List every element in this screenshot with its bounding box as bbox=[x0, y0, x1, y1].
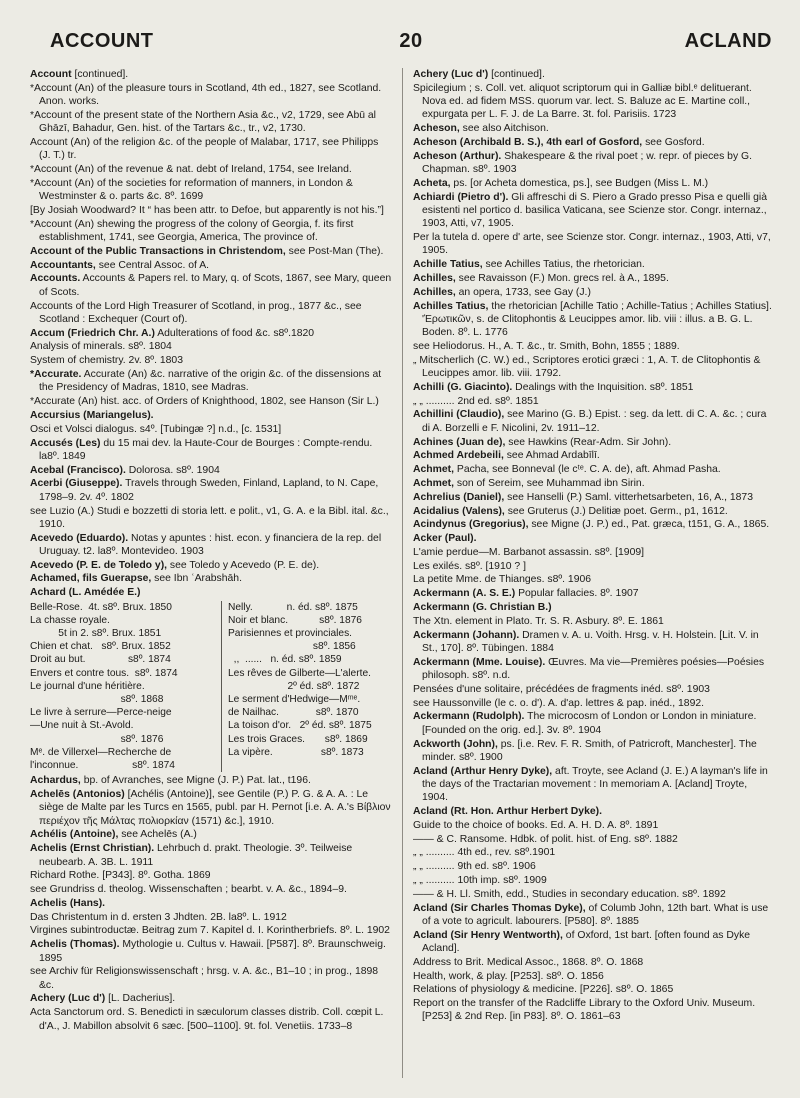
catalogue-entry bbox=[413, 300, 775, 340]
entry-heading: Achmet, bbox=[413, 477, 454, 489]
catalogue-entry bbox=[30, 788, 392, 828]
entry-text: Pensées d'une solitaire, précédées de fragments inéd. s8º. 1903 bbox=[413, 683, 710, 695]
entry-text: see Toledo y Acevedo (P. E. de). bbox=[167, 559, 320, 571]
work-line: Parisiennes et provinciales. bbox=[228, 627, 353, 639]
entry-text: see Gosford. bbox=[642, 136, 705, 148]
catalogue-entry bbox=[413, 860, 775, 873]
entry-heading: Acker (Paul). bbox=[413, 533, 477, 545]
entry-text: L'amie perdue—M. Barbanot assassin. s8º. [1909] bbox=[413, 546, 645, 558]
catalogue-entry bbox=[30, 272, 392, 299]
left-column-entries-a bbox=[30, 68, 392, 600]
entry-text: Guide to the choice of books. Ed. A. H. D. A. 8º. 1891 bbox=[413, 819, 659, 831]
catalogue-entry bbox=[30, 869, 392, 882]
entry-text: Gli affreschi di S. Piero a Grado presso Pisa e quelli già esistenti nel portico d. basilica Vaticana, see Scienze stor. Congr. internaz., 1903, Atti, v7, 1905. bbox=[422, 191, 767, 230]
catalogue-entry bbox=[413, 191, 775, 231]
entry-text: Report on the transfer of the Radcliffe Library to the Oxford Univ. Museum. [P253] & 2nd Rep. [in P83]. 8º. O. 1861–63 bbox=[413, 998, 756, 1023]
entry-text: Accounts of the Lord High Treasurer of Scotland, in prog., 1877 &c., see Scotland : Exchequer (Court of). bbox=[30, 300, 362, 325]
catalogue-entry bbox=[413, 82, 775, 122]
entry-heading: Acland (Rt. Hon. Arthur Herbert Dyke). bbox=[413, 806, 602, 818]
work-line: La chasse royale. bbox=[30, 614, 110, 626]
entry-text: see Grundriss d. theolog. Wissenschaften ; bearbt. v. A. &c., 1894–9. bbox=[30, 884, 347, 896]
work-line: Chien et chat. s8º. Brux. 1852 bbox=[30, 641, 171, 653]
entry-text: aft. Troyte, see Acland (J. E.) A layman's life in the days of the Tractarian movement : In memoriam A. [Acland] Troyte, 1904. bbox=[422, 765, 768, 804]
entry-text: Analysis of minerals. s8º. 1804 bbox=[30, 341, 172, 353]
entry-text: *Accurate (An) hist. acc. of Orders of Knighthood, 1802, see Hanson (Sir L.) bbox=[30, 396, 379, 408]
entry-heading: Acevedo (P. E. de Toledo y), bbox=[30, 559, 168, 571]
catalogue-entry bbox=[30, 1006, 392, 1033]
entry-text: „ „ .......... 9th ed. s8º. 1906 bbox=[413, 861, 536, 873]
catalogue-entry bbox=[413, 888, 775, 901]
entry-text: „ Mitscherlich (C. W.) ed., Scriptores erotici græci : 1, A. T. de Clitophontis & Leucippes amor. lib. viii. 1792. bbox=[413, 354, 761, 380]
entry-text: The Xtn. element in Plato. Tr. S. R. Asbury. 8º. E. 1861 bbox=[413, 615, 664, 627]
entry-text: see Gruterus (J.) Delitiæ poet. Germ., p1, 1612. bbox=[504, 505, 728, 517]
catalogue-entry bbox=[30, 68, 392, 81]
entry-text: see Ravaisson (F.) Mon. grecs rel. à A., 1895. bbox=[455, 272, 669, 284]
entry-text: *Account of the present state of the Northern Asia &c., v2, 1729, see Abū al Ghāzī, Bahadur, Gen. hist. of the Tartars &c., tr., v2, 1730. bbox=[30, 109, 376, 135]
column-divider bbox=[402, 68, 403, 1078]
entry-text: see Archiv für Religionswissenschaft ; hrsg. v. A. &c., B1–10 ; in prog., 1898 &c. bbox=[30, 966, 379, 991]
entry-text: [continued]. bbox=[488, 69, 545, 80]
entry-text: see Migne (J. P.) ed., Pat. græca, t151, G. A., 1865. bbox=[528, 519, 770, 531]
catalogue-entry bbox=[413, 601, 775, 614]
entry-text: ps. [or Acheta domestica, ps.], see Budgen (Miss L. M.) bbox=[450, 177, 709, 189]
catalogue-entry bbox=[413, 532, 775, 545]
entry-heading: Ackermann (G. Christian B.) bbox=[413, 602, 552, 614]
catalogue-entry bbox=[413, 436, 775, 449]
catalogue-entry bbox=[30, 300, 392, 327]
entry-heading: Ackworth (John), bbox=[413, 738, 498, 750]
entry-text: ps. [i.e. Rev. F. R. Smith, of Patricroft, Manchester]. The minder. s8º. 1900 bbox=[422, 738, 757, 763]
entry-heading: Acheta, bbox=[413, 177, 451, 189]
work-line: La vipère. s8º. 1873 bbox=[228, 746, 364, 758]
entry-text: „ „ .......... 2nd ed. s8º. 1851 bbox=[413, 395, 539, 407]
entry-text: Adulterations of food &c. s8º.1820 bbox=[154, 327, 315, 339]
entry-text: Account (An) of the religion &c. of the people of Malabar, 1717, see Philipps (J. T.) tr. bbox=[30, 136, 379, 162]
entry-heading: Achelis (Ernst Christian). bbox=[30, 843, 155, 855]
entry-text: Accurate (An) &c. narrative of the origin &c. of the dissensions at the Presidency of Madras, 1810, see Madras. bbox=[39, 369, 382, 394]
catalogue-entry bbox=[413, 710, 775, 737]
work-line: Mᵉ. de Villerxel—Recherche de bbox=[30, 746, 172, 758]
catalogue-entry bbox=[413, 956, 775, 969]
work-line: de Nailhac. s8º. 1870 bbox=[228, 707, 359, 719]
catalogue-entry bbox=[413, 765, 775, 805]
catalogue-entry bbox=[413, 272, 775, 285]
entry-text: Pacha, see Bonneval (le cᵗᵉ. C. A. de), aft. Ahmad Pasha. bbox=[454, 464, 721, 476]
catalogue-entry bbox=[30, 828, 392, 841]
entry-heading: Account bbox=[30, 69, 72, 80]
catalogue-entry bbox=[413, 150, 775, 177]
entry-text: of Oxford, 1st bart. [often found as Dyke Acland]. bbox=[422, 929, 751, 954]
catalogue-entry bbox=[413, 629, 775, 656]
catalogue-entry bbox=[30, 897, 392, 910]
catalogue-entry bbox=[30, 259, 392, 272]
entry-text: „ „ .......... 4th ed., rev. s8º.1901 bbox=[413, 847, 556, 859]
catalogue-entry bbox=[30, 774, 392, 787]
entry-heading: Acland (Sir Henry Wentworth), bbox=[413, 929, 563, 941]
catalogue-entry bbox=[30, 218, 392, 245]
catalogue-entry bbox=[30, 163, 392, 176]
entry-text: of Columb John, 12th bart. What is use of a vote to agricult. labourers. [P580]. 8º. 1885 bbox=[422, 902, 769, 927]
entry-text: The microcosm of London or London in miniature. [Founded on the orig. ed.]. 3v. 8º. 1904 bbox=[422, 711, 757, 736]
entry-text: see Central Assoc. of A. bbox=[95, 259, 210, 271]
catalogue-entry bbox=[30, 82, 392, 109]
work-line: ,, ...... n. éd. s8º. 1859 bbox=[228, 654, 342, 666]
entry-text: see Post-Man (The). bbox=[285, 245, 384, 257]
work-line: Les trois Graces. s8º. 1869 bbox=[228, 733, 368, 745]
entry-heading: Account of the Public Transactions in Christendom, bbox=[30, 245, 286, 257]
entry-text: Travels through Sweden, Finland, Lapland, to N. Cape, 1798–9. 2v. 4º. 1802 bbox=[39, 478, 379, 503]
catalogue-entry bbox=[413, 449, 775, 462]
entry-text: see Marino (G. B.) Epist. : seg. da lett. di C. A. &c. ; cura di A. Borzelli e F. Nicolini, 2v. 1911–12. bbox=[422, 409, 767, 434]
catalogue-entry bbox=[413, 573, 775, 586]
work-line: 2º éd. s8º. 1872 bbox=[228, 680, 360, 692]
entry-text: the rhetorician [Achille Tatio ; Achille-Tatius ; Achilles Statius]. 'Ἐρωτικῶν, s. de Clitophontis & Leucippes amor. lib. viii : illus. a B. G. L. Boden. 8º. L. 1776 bbox=[422, 300, 772, 339]
catalogue-entry bbox=[413, 122, 775, 135]
entry-heading: Accursius (Mariangelus). bbox=[30, 409, 154, 421]
entry-text: [By Josiah Woodward? It “ has been attr. to Defoe, but apparently is not his.”] bbox=[30, 204, 384, 216]
catalogue-entry bbox=[30, 586, 392, 599]
entry-text: see Ibn ʿArabshāh. bbox=[151, 573, 242, 585]
entry-text: du 15 mai dev. la Haute-Cour de Bourges : Compte-rendu. la8º. 1849 bbox=[39, 437, 373, 462]
catalogue-entry bbox=[30, 477, 392, 504]
entry-text: System of chemistry. 2v. 8º. 1803 bbox=[30, 355, 183, 367]
entry-text: Address to Brit. Medical Assoc., 1868. 8º. O. 1868 bbox=[413, 956, 644, 968]
entry-text: Popular fallacies. 8º. 1907 bbox=[515, 588, 639, 600]
entry-text: *Account (An) of the societies for reformation of manners, in London & Westminster & o. parts &c. 8º. 1699 bbox=[30, 177, 353, 203]
catalogue-entry bbox=[413, 697, 775, 710]
catalogue-entry bbox=[30, 965, 392, 992]
page-number: 20 bbox=[399, 30, 423, 52]
entry-text: see Luzio (A.) Studi e bozzetti di storia lett. e polit., v1, G. A. e la Bibl. ital. &c., 1910. bbox=[30, 505, 389, 530]
catalogue-entry bbox=[413, 381, 775, 394]
entry-text: Relations of physiology & medicine. [P226]. s8º. O. 1865 bbox=[413, 984, 674, 996]
entry-text: see Hanselli (P.) Saml. vitterhetsarbeten, 16, A., 1873 bbox=[504, 491, 753, 503]
work-line: Droit au but. s8º. 1874 bbox=[30, 654, 171, 666]
right-column bbox=[413, 68, 775, 1078]
entry-text: see Hawkins (Rear-Adm. Sir John). bbox=[505, 436, 672, 448]
entry-text: Lehrbuch d. prakt. Theologie. 3º. Teilweise neubearb. A. 3B. L. 1911 bbox=[39, 843, 353, 868]
entry-heading: *Accurate. bbox=[30, 369, 82, 381]
catalogue-entry bbox=[413, 477, 775, 490]
catalogue-entry bbox=[413, 874, 775, 887]
entry-text: see Achilles Tatius, the rhetorician. bbox=[482, 259, 645, 271]
entry-heading: Acland (Arthur Henry Dyke), bbox=[413, 765, 553, 777]
catalogue-entry bbox=[413, 136, 775, 149]
left-column bbox=[30, 68, 392, 1078]
entry-text: [continued]. bbox=[71, 69, 129, 80]
catalogue-entry bbox=[413, 560, 775, 573]
catalogue-entry bbox=[30, 395, 392, 408]
entry-heading: Acland (Sir Charles Thomas Dyke), bbox=[413, 902, 586, 914]
entry-text: Les exilés. s8º. [1910 ? ] bbox=[413, 560, 526, 572]
entry-text: see Ahmad Ardabīlī. bbox=[503, 450, 600, 462]
catalogue-entry bbox=[413, 805, 775, 818]
catalogue-entry bbox=[413, 408, 775, 435]
entry-heading: Achilles, bbox=[413, 286, 456, 298]
achard-works-table bbox=[30, 601, 392, 773]
entry-text: bp. of Avranches, see Migne (J. P.) Pat. lat., t196. bbox=[80, 775, 311, 787]
entry-heading: Accum (Friedrich Chr. A.) bbox=[30, 327, 155, 339]
entry-text: [L. Dacherius]. bbox=[105, 993, 176, 1005]
catalogue-entry bbox=[30, 136, 392, 163]
catalogue-entry bbox=[30, 559, 392, 572]
entry-heading: Achiardi (Pietro d'). bbox=[413, 191, 509, 203]
entry-heading: Accounts. bbox=[30, 273, 81, 285]
catalogue-entry bbox=[413, 354, 775, 381]
entry-heading: Achelis (Thomas). bbox=[30, 939, 120, 951]
work-line: Envers et contre tous. s8º. 1874 bbox=[30, 667, 178, 679]
entry-heading: Achardus, bbox=[30, 775, 81, 787]
entry-heading: Acevedo (Eduardo). bbox=[30, 532, 129, 544]
entry-heading: Achille Tatius, bbox=[413, 259, 483, 271]
catalogue-entry bbox=[413, 286, 775, 299]
work-line: Noir et blanc. s8º. 1876 bbox=[228, 614, 362, 626]
catalogue-entry bbox=[30, 368, 392, 395]
catalogue-entry bbox=[413, 683, 775, 696]
catalogue-entry bbox=[413, 546, 775, 559]
catalogue-entry bbox=[413, 738, 775, 765]
catalogue-entry bbox=[30, 354, 392, 367]
catalogue-entry bbox=[30, 911, 392, 924]
entry-text: Spicilegium ; s. Coll. vet. aliquot scriptorum qui in Galliæ bibl.ᵉ delituerant. Nova ed. ad fidem MSS. quorum var. lect. S. Baluze ac E. Martine coll., expurgata per L. F. J. de La Barre. 3t. fol. Parisiis. 1723 bbox=[413, 82, 752, 121]
catalogue-entry bbox=[413, 518, 775, 531]
entry-text: *Account (An) of the revenue & nat. debt of Ireland, 1754, see Ireland. bbox=[30, 164, 352, 176]
catalogue-entry bbox=[413, 491, 775, 504]
entry-heading: Achilli (G. Giacinto). bbox=[413, 381, 513, 393]
entry-heading: Ackermann (Rudolph). bbox=[413, 711, 525, 723]
entry-text: La petite Mme. de Thianges. s8º. 1906 bbox=[413, 574, 592, 586]
catalogue-entry bbox=[30, 464, 392, 477]
catalogue-entry bbox=[413, 983, 775, 996]
catalogue-entry bbox=[413, 929, 775, 956]
entry-text: Das Christentum in d. ersten 3 Jhdten. 2B. la8º. L. 1912 bbox=[30, 911, 287, 923]
entry-heading: Ackermann (A. S. E.) bbox=[413, 588, 516, 600]
catalogue-entry bbox=[30, 572, 392, 585]
entry-text: Osci et Volsci dialogus. s4º. [Tubingæ ?] n.d., [c. 1531] bbox=[30, 423, 282, 435]
entry-heading: Achery (Luc d') bbox=[30, 993, 106, 1005]
entry-heading: Acindynus (Gregorius), bbox=[413, 519, 529, 531]
entry-heading: Acheson, bbox=[413, 123, 460, 135]
entry-heading: Achmet, bbox=[413, 464, 454, 476]
left-column-entries-b bbox=[30, 774, 392, 1033]
entry-heading: Achery (Luc d') bbox=[413, 69, 489, 80]
catalogue-entry bbox=[30, 924, 392, 937]
entry-text: Dramen v. A. u. Voith. Hrsg. v. H. Holstein. [Lit. V. in St., 170]. 8º. Tübingen. 1884 bbox=[422, 629, 759, 654]
work-line: —Une nuit à St.-Avold. bbox=[30, 720, 134, 732]
work-line: s8º. 1856 bbox=[228, 641, 356, 653]
work-line: Les rêves de Gilberte—L'alerte. bbox=[228, 667, 371, 679]
catalogue-entry bbox=[30, 883, 392, 896]
catalogue-entry bbox=[30, 532, 392, 559]
entry-text: —— & H. Ll. Smith, edd., Studies in secondary education. s8º. 1892 bbox=[413, 888, 726, 900]
catalogue-entry bbox=[30, 340, 392, 353]
catalogue-entry bbox=[413, 656, 775, 683]
entry-text: an opera, 1733, see Gay (J.) bbox=[455, 286, 591, 298]
entry-text: *Account (An) shewing the progress of the colony of Georgia, f. its first establishment, 1741, see Georgia, America, The province of. bbox=[30, 218, 354, 244]
work-line: La toison d'or. 2º éd. s8º. 1875 bbox=[228, 720, 372, 732]
catalogue-entry bbox=[413, 231, 775, 258]
entry-text: Per la tutela d. opere d' arte, see Scienze stor. Congr. internaz., 1903, Atti, v7, 1905. bbox=[413, 232, 771, 257]
entry-text: Virgines subintroductæ. Beitrag zum 7. Kapitel d. I. Korintherbriefs. 8º. L. 1902 bbox=[30, 925, 390, 937]
entry-heading: Achilles, bbox=[413, 272, 456, 284]
work-line: Nelly. n. éd. s8º. 1875 bbox=[228, 601, 358, 613]
catalogue-entry bbox=[413, 846, 775, 859]
entry-heading: Acheson (Archibald B. S.), 4th earl of Gosford, bbox=[413, 136, 643, 148]
entry-text: —— & C. Ransome. Hdbk. of polit. hist. of Eng. s8º. 1882 bbox=[413, 833, 678, 845]
catalogue-entry bbox=[30, 245, 392, 258]
catalogue-entry bbox=[413, 819, 775, 832]
achard-works-left bbox=[30, 601, 222, 773]
entry-text: Œuvres. Ma vie—Premières poésies—Poésies philosoph. s8º. n.d. bbox=[422, 656, 765, 682]
entry-heading: Ackermann (Johann). bbox=[413, 629, 520, 641]
entry-text: „ „ .......... 10th imp. s8º. 1909 bbox=[413, 875, 547, 887]
entry-text: Accounts & Papers rel. to Mary, q. of Scots, 1867, see Mary, queen of Scots. bbox=[39, 273, 392, 298]
catalogue-entry bbox=[30, 423, 392, 436]
catalogue-entry bbox=[413, 615, 775, 628]
entry-text: see Haussonville (le c. o. d'). A. d'ap. lettres & pap. inéd., 1892. bbox=[413, 697, 705, 709]
entry-heading: Acheson (Arthur). bbox=[413, 150, 502, 162]
entry-heading: Acidalius (Valens), bbox=[413, 505, 505, 517]
work-line: Le livre à serrure—Perce-neige bbox=[30, 707, 172, 719]
work-line: Belle-Rose. 4t. s8º. Brux. 1850 bbox=[30, 601, 172, 613]
work-line: s8º. 1876 bbox=[30, 733, 164, 745]
catalogue-entry bbox=[413, 902, 775, 929]
entry-heading: Achilles Tatius, bbox=[413, 300, 489, 312]
catalogue-entry bbox=[30, 177, 392, 204]
entry-text: Dealings with the Inquisition. s8º. 1851 bbox=[512, 381, 694, 393]
entry-text: *Account (An) of the pleasure tours in Scotland, 4th ed., 1827, see Scotland. Anon. works. bbox=[30, 82, 382, 108]
catalogue-entry bbox=[413, 505, 775, 518]
entry-heading: Achmed Ardebeili, bbox=[413, 450, 504, 462]
entry-heading: Accountants, bbox=[30, 259, 96, 271]
catalogue-entry bbox=[413, 340, 775, 353]
catalogue-entry bbox=[30, 109, 392, 136]
entry-heading: Acebal (Francisco). bbox=[30, 464, 126, 476]
entry-text: Dolorosa. s8º. 1904 bbox=[125, 464, 220, 476]
catalogue-entry bbox=[30, 505, 392, 532]
header-right-word: ACLAND bbox=[684, 30, 772, 52]
entry-heading: Achelēs (Antonios) bbox=[30, 789, 125, 801]
entry-heading: Achillini (Claudio), bbox=[413, 409, 505, 421]
catalogue-entry bbox=[413, 395, 775, 408]
entry-heading: Achélis (Antoine), bbox=[30, 829, 119, 841]
entry-text: Notas y apuntes : hist. econ. y financiera de la rep. del Uruguay. t2. la8º. Montevideo. 1903 bbox=[39, 532, 382, 557]
entry-heading: Accusés (Les) bbox=[30, 437, 101, 449]
entry-heading: Achelis (Hans). bbox=[30, 897, 106, 909]
catalogue-entry bbox=[30, 938, 392, 965]
entry-text: Shakespeare & the rival poet ; w. repr. of pieces by G. Chapman. s8º. 1903 bbox=[422, 150, 752, 176]
catalogue-entry bbox=[30, 437, 392, 464]
header-left-word: ACCOUNT bbox=[50, 30, 154, 52]
entry-heading: Achines (Juan de), bbox=[413, 436, 506, 448]
entry-text: Acta Sanctorum ord. S. Benedicti in sæculorum classes distrib. Coll. cœpit L. d'A., J. Mabillon absolvit 6 sæc. [500–1100]. 9t. fol. Venetiis. 1733–8 bbox=[30, 1007, 384, 1032]
catalogue-entry bbox=[30, 204, 392, 217]
entry-text: [Achélis (Antoine)], see Gentile (P.) P. G. & A. A. : Le siège de Malte par les Turcs en 1565, publ. par H. Pernot [i.e. A. Α.'s Βίβλιον περιέχον τῆς Μάλτας πολιορκίαν (1571) &c.], 1910. bbox=[39, 789, 391, 827]
catalogue-entry bbox=[30, 992, 392, 1005]
entry-heading: Acerbi (Giuseppe). bbox=[30, 478, 123, 490]
entry-text: Health, work, & play. [P253]. s8º. O. 1856 bbox=[413, 970, 604, 982]
entry-heading: Achrelius (Daniel), bbox=[413, 491, 505, 503]
catalogue-entry bbox=[413, 833, 775, 846]
catalogue-entry bbox=[30, 327, 392, 340]
work-line: Le journal d'une héritière. bbox=[30, 680, 145, 692]
catalogue-entry bbox=[413, 970, 775, 983]
catalogue-entry bbox=[413, 997, 775, 1024]
work-line: 5t in 2. s8º. Brux. 1851 bbox=[30, 627, 162, 639]
right-column-entries bbox=[413, 68, 775, 1024]
entry-heading: Achard (L. Amédée E.) bbox=[30, 587, 141, 599]
catalogue-entry bbox=[413, 463, 775, 476]
work-line: s8º. 1868 bbox=[30, 694, 164, 705]
achard-works-right bbox=[222, 601, 392, 773]
entry-text: see Heliodorus. H., A. T. &c., tr. Smith, Bohn, 1855 ; 1889. bbox=[413, 340, 680, 352]
entry-text: Mythologie u. Cultus v. Hawaii. [P587]. 8º. Braunschweig. 1895 bbox=[39, 939, 386, 964]
catalogue-entry bbox=[30, 842, 392, 869]
catalogue-entry bbox=[413, 177, 775, 190]
work-line: l'inconnue. s8º. 1874 bbox=[30, 760, 175, 772]
entry-text: Richard Rothe. [P343]. 8º. Gotha. 1869 bbox=[30, 870, 211, 882]
catalogue-entry bbox=[413, 258, 775, 271]
catalogue-entry bbox=[413, 68, 775, 81]
work-line: Le serment d'Hedwige—Mᵐᵉ. bbox=[228, 694, 361, 705]
entry-text: see also Aitchison. bbox=[459, 123, 549, 135]
catalogue-entry bbox=[30, 409, 392, 422]
entry-heading: Achamed, fils Guerapse, bbox=[30, 573, 152, 585]
entry-text: see Achelēs (A.) bbox=[118, 829, 197, 841]
catalogue-entry bbox=[413, 587, 775, 600]
running-header bbox=[50, 30, 772, 54]
entry-text: son of Sereim, see Muhammad ibn Sirin. bbox=[454, 477, 645, 489]
entry-heading: Ackermann (Mme. Louise). bbox=[413, 656, 546, 668]
